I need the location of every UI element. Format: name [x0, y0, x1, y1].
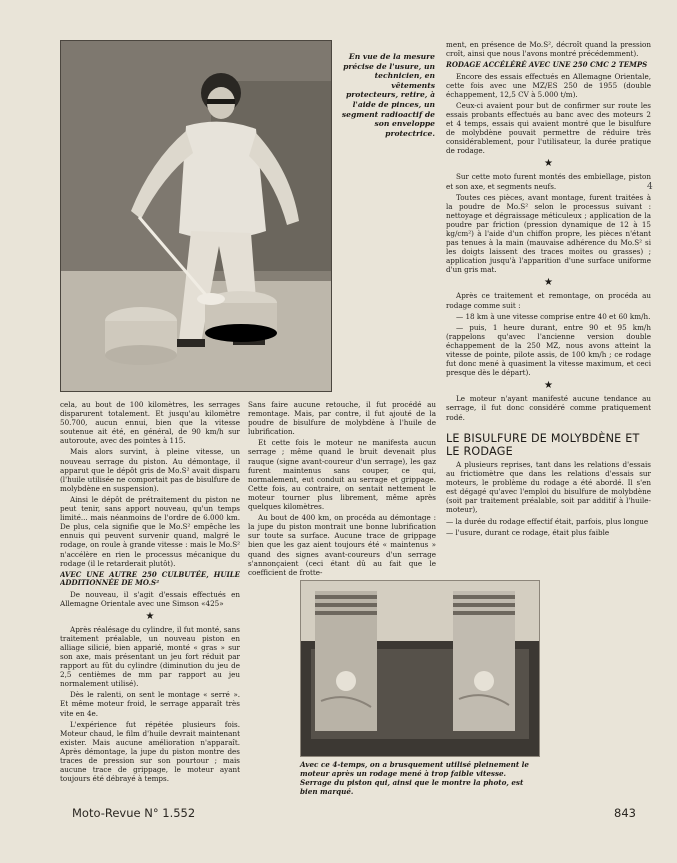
article-column-middle	[248, 400, 436, 576]
star-separator: ★	[544, 158, 553, 170]
star-separator: ★	[544, 277, 553, 289]
star-separator: ★	[544, 380, 553, 392]
paragraph: Encore des essais effectués en Allemagne Orientale, cette fois avec une MZ/ES 250 de 1955 (double échappement, 12,5 CV à 5.000 t/m).	[446, 71, 651, 99]
piston-illustration	[301, 581, 539, 756]
subhead-simson: AVEC UNE AUTRE 250 CULBUTÉE, HUILE ADDITIONNÉE DE MO.S²	[60, 569, 240, 588]
paragraph: Au bout de 400 km, on procéda au démontage : la jupe du piston montrait une bonne lubrification sur toute sa surface. Aucune trace de grippage bien que les gaz aient toujours été « maintenus » quand des signes avant-coureurs d'un serrage s'annonçaient (ceci étant dû au fait que le coefficient de frotte-	[248, 513, 436, 576]
article-column-right-lower	[446, 460, 651, 560]
page-number: 843	[614, 806, 636, 820]
paragraph: Dès le ralenti, on sent le montage « serré ». Et même moteur froid, le serrage apparaît très vite en 4e.	[60, 690, 240, 718]
section-heading: LE BISULFURE DE MOLYBDÈNE ET LE RODAGE	[446, 432, 640, 458]
paragraph: Sur cette moto furent montés des embiellage, piston et son axe, et segments neufs.	[446, 172, 651, 191]
paragraph: cela, au bout de 100 kilomètres, les serrages disparurent totalement. Et jusqu'au kilomètre 50.700, aucun ennui, bien que la vitesse soutenue ait été, en général, de 90 km/h sur autoroute, avec des pointes à 115.	[60, 400, 240, 446]
paragraph: L'expérience fut répétée plusieurs fois. Moteur chaud, le film d'huile devrait maintenant exister. Mais aucune amélioration n'apparaît. Après démontage, la jupe du piston montre des traces de pression sur son pourtour ; mais aucune trace de grippage, le moteur ayant toujours été débrayé à temps.	[60, 719, 240, 784]
paragraph: Mais alors survint, à pleine vitesse, un nouveau serrage du piston. Au démontage, il apparut que le dépôt gris de Mo.S² avait disparu (l'huile utilisée ne comportait pas de bisulfure de molybdène en suspension).	[60, 447, 240, 493]
paragraph: — puis, 1 heure durant, entre 90 et 95 km/h (rappelons qu'avec l'ancienne version double échappement de la 250 MZ, nous avons atteint la vitesse de pointe, pilote assis, de 100 km/h ; ce rodage fut donc mené à quasiment la vitesse maximum, et ceci presque dès le départ).	[446, 322, 651, 378]
paragraph: Ainsi le dépôt de prétraitement du piston ne peut tenir, sans apport nouveau, qu'un temps limité... mais néanmoins de l'ordre de 6.000 km. De plus, cela signifie que le Mo.S² empêche les ennuis qui peuvent survenir quand, malgré le rodage, on roule à grande vitesse : mais le Mo.S² n'accélère en rien le processus mécanique du rodage (il le retarderait plutôt).	[60, 494, 240, 568]
article-column-right	[446, 40, 651, 428]
paragraph: De nouveau, il s'agit d'essais effectués en Allemagne Orientale avec une Simson «425»	[60, 589, 240, 608]
paragraph: Le moteur n'ayant manifesté aucune tendance au serrage, il fut donc considéré comme pratiquement rodé.	[446, 394, 651, 422]
technician-photo	[60, 40, 332, 392]
magazine-issue: Moto-Revue N° 1.552	[72, 806, 196, 820]
paragraph: Après réalésage du cylindre, il fut monté, sans traitement préalable, un nouveau piston en alliage silicié, bien apparié, monté « gras » sur son axe, mais présentant un jeu fort réduit par rapport au fût du cylindre (diminution du jeu de 2,5 centièmes de mm par rapport au jeu normalement utilisé).	[60, 624, 240, 689]
paragraph: ment, en présence de Mo.S², décroît quand la pression croît, ainsi que nous l'avons montré précédemment).	[446, 40, 651, 59]
star-separator: ★	[145, 610, 155, 622]
top-photo-caption: En vue de la mesure précise de l'usure, un technicien, en vêtements protecteurs, retire, à l'aide de pinces, un segment radioactif de son enveloppe protectrice.	[341, 52, 435, 138]
technician-illustration	[61, 41, 331, 391]
piston-photo	[300, 580, 540, 757]
subhead-mz: RODAGE ACCÉLÉRÉ AVEC UNE 250 CMC 2 TEMPS	[446, 60, 648, 70]
paragraph: Et cette fois le moteur ne manifesta aucun serrage ; même quand le bruit devenait plus rauque (signe avant-coureur d'un serrage), les gaz furent maintenus sans couper, ce qui, normalement, eut conduit au serrage et grippage. Cette fois, au contraire, on sentait nettement le moteur tourner plus librement, même après quelques kilomètres.	[248, 438, 436, 512]
paragraph: — la durée du rodage effectif était, parfois, plus longue	[446, 516, 649, 526]
article-column-left	[60, 400, 240, 800]
bottom-photo-caption: Avec ce 4-temps, on a brusquement utilisé pleinement le moteur après un rodage mené à trop faible vitesse. Serrage du piston qui, ainsi que le montre la photo, est bien marqué.	[300, 760, 529, 796]
paragraph: — 18 km à une vitesse comprise entre 40 et 60 km/h.	[456, 311, 651, 321]
paragraph: A plusieurs reprises, tant dans les relations d'essais au frictiomètre que dans les relations d'essais sur moteurs, le problème du rodage a été abordé. Il s'en est dégagé qu'avec l'emploi du bisulfure de molybdène (soit par traitement préalable, soit par additif à l'huile-moteur),	[446, 460, 651, 515]
margin-mark: 4	[647, 182, 653, 192]
paragraph: Toutes ces pièces, avant montage, furent traitées à la poudre de Mo.S² selon le processus suivant : nettoyage et dégraissage méticuleux ; application de la poudre par friction (pression dynamique de 12 à 15 kg/cm²) à l'aide d'un chiffon propre, les pièces n'étant pas tenues à la main (mauvaise adhérence du Mo.S² si les doigts laissent des traces moites ou grasses) ; application jusqu'à l'apparition d'une surface uniforme d'un gris mat.	[446, 192, 651, 275]
paragraph: Ceux-ci avaient pour but de confirmer sur route les essais probants effectués au banc avec des moteurs 2 et 4 temps, essais qui avaient montré que le bisulfure de molybdène pouvait permettre de réduire très considérablement, pour l'utilisateur, la durée pratique de rodage.	[446, 100, 651, 156]
paragraph: Sans faire aucune retouche, il fut procédé au remontage. Mais, par contre, il fut ajouté de la poudre de bisulfure de molybdène à l'huile de lubrification.	[248, 400, 436, 437]
paragraph: — l'usure, durant ce rodage, était plus faible	[446, 527, 610, 537]
paragraph: Après ce traitement et remontage, on procéda au rodage comme suit :	[446, 291, 651, 310]
